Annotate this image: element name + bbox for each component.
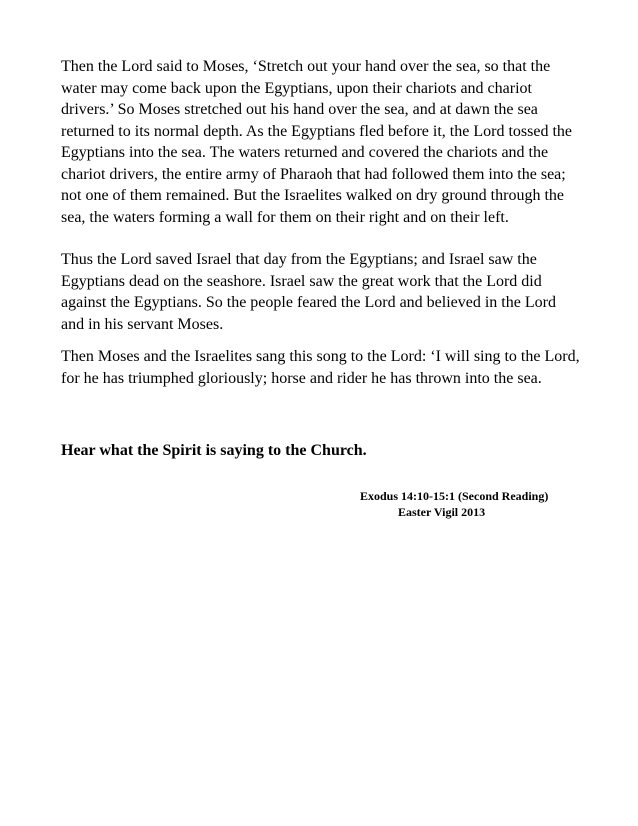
- citation-reference: Exodus 14:10-15:1 (Second Reading): [360, 489, 549, 503]
- citation-block: [360, 488, 548, 520]
- reading-paragraph-2: Thus the Lord saved Israel that day from the Egyptians; and Israel saw the Egyptians dead on the seashore. Israel saw the great work that the Lord did against the Egyptians. So the people feared the Lord and believed in the Lord and in his servant Moses.: [61, 251, 556, 333]
- closing-statement: Hear what the Spirit is saying to the Church.: [61, 442, 367, 459]
- citation-occasion: Easter Vigil 2013: [398, 505, 486, 519]
- reading-paragraph-3: Then Moses and the Israelites sang this song to the Lord: ‘I will sing to the Lord, for he has triumphed gloriously; horse and rider he has thrown into the sea.: [61, 348, 580, 387]
- reading-paragraph-1: Then the Lord said to Moses, ‘Stretch out your hand over the sea, so that the water may come back upon the Egyptians, upon their chariots and chariot drivers.’ So Moses stretched out his hand over the sea, and at dawn the sea returned to its normal depth. As the Egyptians fled before it, the Lord tossed the Egyptians into the sea. The waters returned and covered the chariots and the chariot drivers, the entire army of Pharaoh that had followed them into the sea; not one of them remained. But the Israelites walked on dry ground through the sea, the waters forming a wall for them on their right and on their left.: [61, 58, 572, 226]
